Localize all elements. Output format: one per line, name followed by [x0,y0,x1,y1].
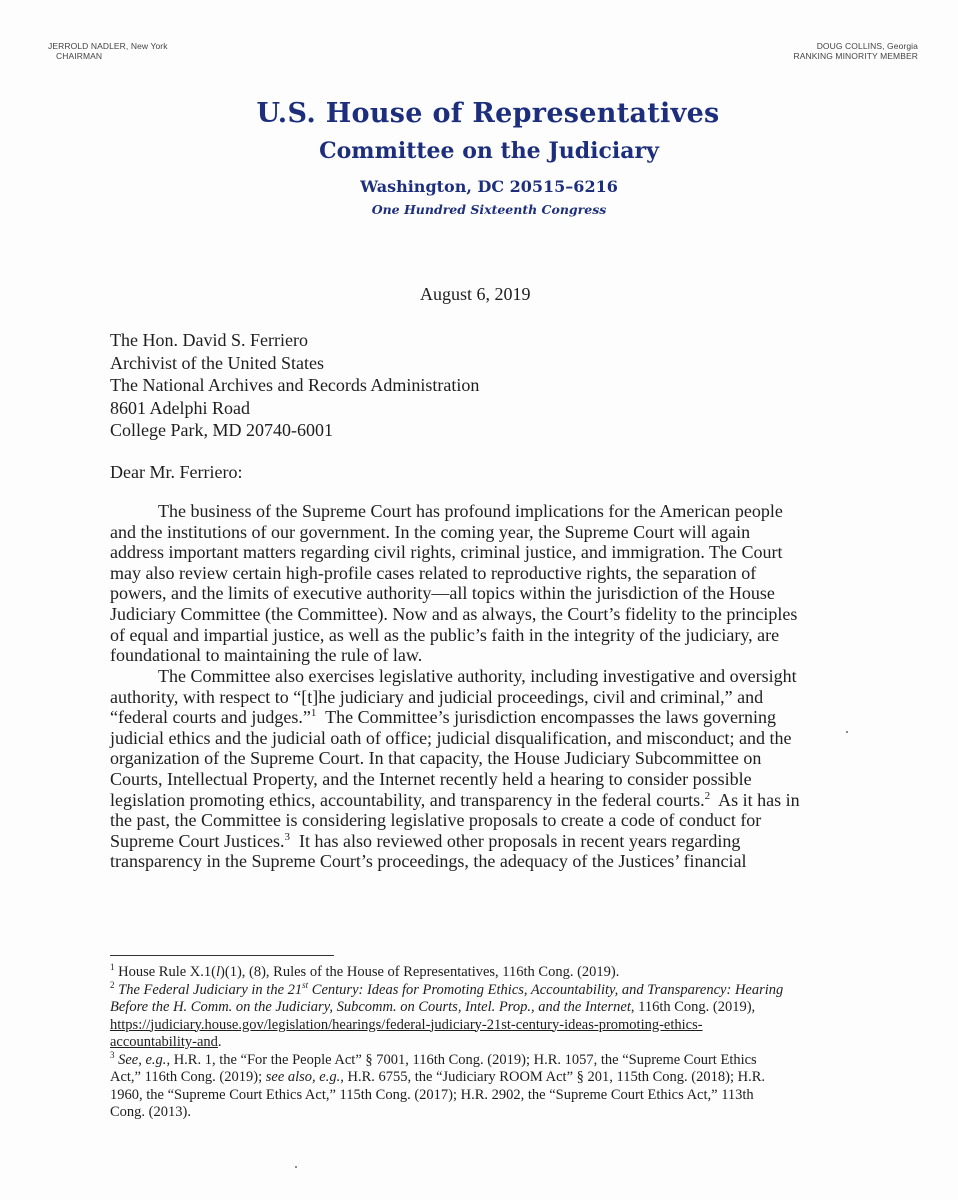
paragraph-line [110,790,855,811]
footnote-marker-2: 2 [704,789,711,802]
text-run: See, e.g. [114,1051,167,1068]
scan-speck [295,1166,297,1168]
text-run: Supreme Court Justices. [110,830,285,851]
text-run: l [216,964,221,980]
paragraph-line: Judiciary Committee (the Committee). Now and as always, the Court’s fidelity to the principles [110,603,798,624]
paragraph-line: Courts, Intellectual Property, and the Internet recently held a hearing to consider possible [110,768,752,789]
footnote-1 [110,964,855,982]
footnote-number: 1 [110,962,115,973]
chairman-name: JERROLD NADLER, New York [48,41,168,51]
addressee-line: College Park, MD 20740-6001 [110,420,333,440]
letterhead-committee: Committee on the Judiciary [319,138,659,164]
footnote-number: 2 [110,979,115,990]
paragraph-line: powers, and the limits of executive authority—all topics within the jurisdiction of the House [110,583,775,604]
paragraph-line: the past, the Committee is considering legislative proposals to create a code of conduct for [110,810,762,831]
footnote-2-cont [110,999,855,1017]
addressee-line: 8601 Adelphi Road [110,397,250,418]
ranking-member-block [794,41,918,61]
footnote-2-link-line [110,1017,855,1035]
ranking-member-title: RANKING MINORITY MEMBER [793,51,918,61]
salutation: Dear Mr. Ferriero: [110,462,243,482]
letterhead-congress: One Hundred Sixteenth Congress [371,202,607,217]
footnote-3-cont [110,1069,855,1087]
paragraph-line: foundational to maintaining the rule of law. [110,645,423,666]
chairman-block [48,41,168,61]
footnotes-block [110,964,855,1122]
footnote-3-cont: 1960, the “Supreme Court Ethics Act,” 115th Cong. (2017); H.R. 2902, the “Supreme Court Ethics Act,” 113th [110,1086,754,1103]
paragraph-line: transparency in the Supreme Court’s proceedings, the adequacy of the Justices’ financial [110,851,747,872]
footnote-number: 3 [110,1049,115,1060]
text-run: House Rule X.1( [114,964,216,980]
text-run: )(1), (8), Rules of the House of Representatives, 116th Cong. (2019). [220,964,620,980]
text-run: Century: Ideas for Promoting Ethics, Accountability, and Transparency: Hearing [308,981,784,998]
text-run: It has also reviewed other proposals in recent years regarding [289,830,741,851]
paragraph-line: authority, with respect to “[t]he judiciary and judicial proceedings, civil and criminal,” and [110,686,764,707]
text-run: legislation promoting ethics, accountability, and transparency in the federal courts. [110,789,705,810]
text-run: The Federal Judiciary in the 21 [114,981,303,998]
body-paragraph-1 [110,501,855,666]
letterhead-title: U.S. House of Representatives [256,98,720,129]
addressee-line: The National Archives and Records Administration [110,375,480,395]
paragraph-line: may also review certain high-profile cases related to reproductive rights, the separation of [110,562,757,583]
text-run: , H.R. 6755, the “Judiciary ROOM Act” § 201, 115th Cong. (2018); H.R. [340,1069,765,1085]
footnote-marker-1: 1 [310,707,317,720]
footnote-marker-3: 3 [284,830,290,843]
paragraph-line: judicial ethics and the judicial oath of office; judicial disqualification, and misconduct; and the [110,727,792,748]
paragraph-line: address important matters regarding civil rights, criminal justice, and immigration. The Court [110,542,783,563]
letter-date: August 6, 2019 [420,284,531,304]
ranking-member-name: DOUG COLLINS, Georgia [816,41,918,51]
footnote-3-cont: Cong. (2013). [110,1104,191,1120]
footnote-2 [110,979,855,1000]
text-run: st [302,979,309,990]
paragraph-line [110,707,855,728]
paragraph-line: The business of the Supreme Court has profound implications for the American people [158,501,783,521]
paragraph-line [110,831,855,852]
hearing-link-cont[interactable]: accountability-and [110,1034,218,1050]
body-paragraph-2 [110,666,855,872]
footnote-2-link-line [110,1034,855,1052]
letterhead-address: Washington, DC 20515–6216 [360,177,618,196]
text-run: Before the H. Comm. on the Judiciary, Subcomm. on Courts, Intel. Prop., and the Internet [110,999,631,1015]
paragraph-line: organization of the Supreme Court. In that capacity, the House Judiciary Subcommittee on [110,748,762,769]
paragraph-line: The Committee also exercises legislative authority, including investigative and oversight [158,666,797,686]
hearing-link[interactable]: https://judiciary.house.gov/legislation/hearings/federal-judiciary-21st-century-ideas-promoting-ethics- [110,1016,703,1033]
text-run: The Committee’s jurisdiction encompasses the laws governing [316,707,777,728]
text-run: , H.R. 1, the “For the People Act” § 7001, 116th Cong. (2019); H.R. 1057, the “Supreme Court Ethics [166,1051,757,1068]
addressee-line: The Hon. David S. Ferriero [110,330,308,350]
text-run: As it has in [710,789,800,810]
paragraph-line: of equal and impartial justice, as well as the public’s faith in the integrity of the judiciary, are [110,624,780,645]
text-run: . [217,1034,222,1050]
scan-speck [846,731,848,733]
addressee-block [110,329,479,442]
text-run: see also, e.g. [265,1069,341,1085]
text-run: “federal courts and judges.” [110,707,311,728]
footnote-3 [110,1049,855,1070]
footnote-divider [110,955,334,956]
text-run: Act,” 116th Cong. (2019); [110,1069,266,1085]
addressee-line: Archivist of the United States [110,352,324,373]
text-run: , 116th Cong. (2019), [630,999,756,1015]
paragraph-line: and the institutions of our government. In the coming year, the Supreme Court will again [110,521,751,542]
chairman-title: CHAIRMAN [56,51,103,61]
